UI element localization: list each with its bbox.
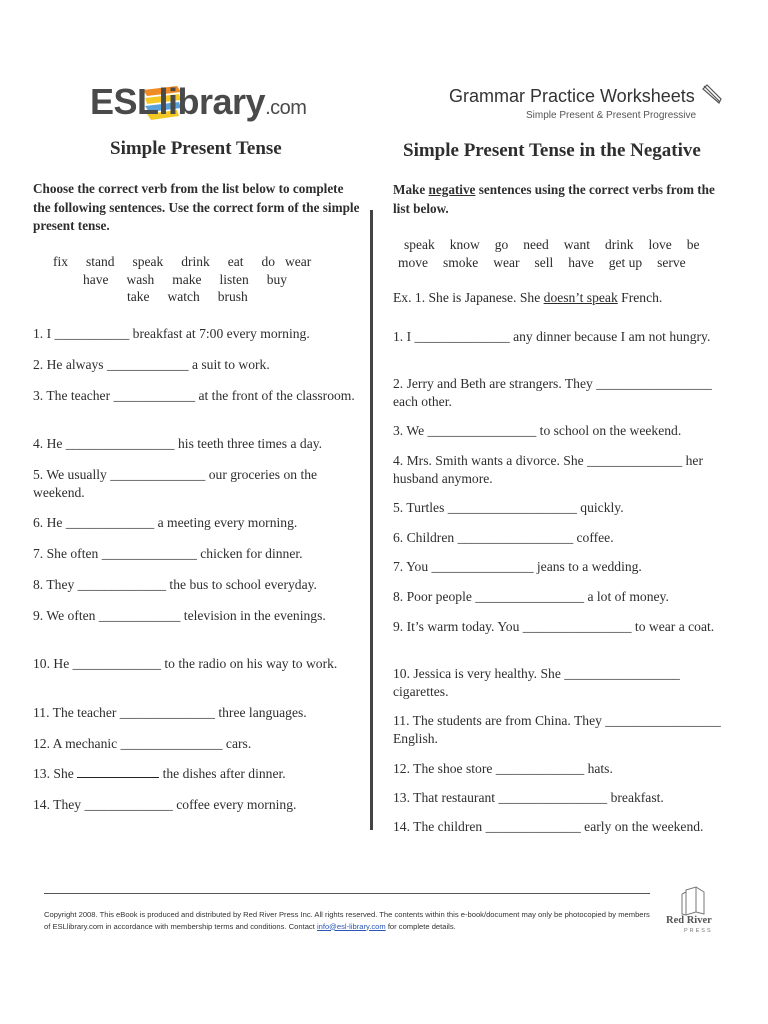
word-bank-word: make xyxy=(172,272,202,287)
left-question-11: 11. The teacher ______________ three languages. xyxy=(33,705,307,720)
left-question-8: 8. They _____________ the bus to school everyday. xyxy=(33,577,317,592)
answer-blank xyxy=(77,765,159,778)
logo-wordmark: ESLlibrary.com xyxy=(90,81,307,122)
left-section-title: Simple Present Tense xyxy=(110,138,282,159)
column-divider xyxy=(370,210,373,830)
right-section-title: Simple Present Tense in the Negative xyxy=(403,140,701,161)
right-question-6: 6. Children _________________ coffee. xyxy=(393,530,614,545)
word-bank-word: brush xyxy=(217,289,248,304)
word-bank-word: wear xyxy=(493,255,520,270)
word-bank-word: wear xyxy=(285,254,312,269)
publisher-subtitle: PRESS xyxy=(684,928,713,934)
word-bank-word: love xyxy=(648,237,672,252)
right-question-2: 2. Jerry and Beth are strangers. They _________________ each other. xyxy=(393,376,712,409)
left-question-6: 6. He _____________ a meeting every morning. xyxy=(33,515,298,530)
footer-copyright: Copyright 2008. This eBook is produced and distributed by Red River Press Inc. All rights reserved. The contents within this e-book/document may only be photocopied by members of ESLlibrary.com in accordance with membership terms and conditions. Contact info@esl-library.com for complete details. xyxy=(44,910,650,931)
publisher-name: Red River xyxy=(666,915,712,926)
word-bank-word: move xyxy=(398,255,428,270)
footer-rule xyxy=(44,893,650,894)
right-question-4: 4. Mrs. Smith wants a divorce. She ______________ her husband anymore. xyxy=(393,453,703,486)
word-bank-word: listen xyxy=(219,272,249,287)
word-bank-word: speak xyxy=(404,237,435,252)
word-bank-word: know xyxy=(449,237,480,252)
right-question-3: 3. We ________________ to school on the weekend. xyxy=(393,423,682,438)
series-title: Grammar Practice Worksheets xyxy=(449,86,695,106)
word-bank-word: need xyxy=(523,237,549,252)
right-question-12: 12. The shoe store _____________ hats. xyxy=(393,761,613,776)
example-sentence: Ex. 1. She is Japanese. She doesn’t speak French. xyxy=(393,290,663,305)
left-instructions: Choose the correct verb from the list below to complete the following sentences. Use the correct form of the simple present tense. xyxy=(33,181,360,233)
right-question-14: 14. The children ______________ early on the weekend. xyxy=(393,819,704,834)
left-question-5: 5. We usually ______________ our groceries on the weekend. xyxy=(33,467,318,500)
left-word-bank-row xyxy=(127,289,248,305)
left-question-3: 3. The teacher ____________ at the front of the classroom. xyxy=(33,388,355,403)
right-instructions: Make negative sentences using the correct verbs from the list below. xyxy=(393,182,715,216)
series-subtitle: Simple Present & Present Progressive xyxy=(526,110,697,121)
word-bank-word: wash xyxy=(126,272,155,287)
left-word-bank-row xyxy=(53,254,311,270)
word-bank-word: buy xyxy=(266,272,287,287)
left-question-14: 14. They _____________ coffee every morning. xyxy=(33,797,297,812)
left-question-12: 12. A mechanic _______________ cars. xyxy=(33,736,252,751)
left-question-9: 9. We often ____________ television in the evenings. xyxy=(33,608,326,623)
word-bank-word: have xyxy=(83,272,109,287)
left-question-13: 13. She the dishes after dinner. xyxy=(33,766,286,781)
left-question-2: 2. He always ____________ a suit to work. xyxy=(33,357,270,372)
word-bank-word: smoke xyxy=(443,255,479,270)
word-bank-word: get up xyxy=(608,255,643,270)
word-bank-word: drink xyxy=(181,254,210,269)
right-question-9: 9. It’s warm today. You ________________ to wear a coat. xyxy=(393,619,715,634)
word-bank-word: have xyxy=(568,255,594,270)
word-bank-word: drink xyxy=(604,237,634,252)
left-question-7: 7. She often ______________ chicken for dinner. xyxy=(33,546,303,561)
word-bank-word: take xyxy=(127,289,150,304)
left-word-bank-row xyxy=(83,272,287,288)
word-bank-word: speak xyxy=(132,254,164,269)
word-bank-word: serve xyxy=(657,255,686,270)
word-bank-word: stand xyxy=(86,254,115,269)
right-question-8: 8. Poor people ________________ a lot of money. xyxy=(393,589,669,604)
contact-email-link[interactable]: info@esl-library.com xyxy=(316,921,386,931)
word-bank-word: sell xyxy=(534,255,554,270)
word-bank-word: fix xyxy=(53,254,68,269)
right-question-5: 5. Turtles ___________________ quickly. xyxy=(393,500,624,515)
pencil-icon xyxy=(700,82,724,106)
word-bank-word: watch xyxy=(167,289,200,304)
word-bank-word: eat xyxy=(227,254,244,269)
right-question-1: 1. I ______________ any dinner because I am not hungry. xyxy=(393,329,711,344)
word-bank-word: want xyxy=(563,237,590,252)
red-river-press-logo-icon xyxy=(662,884,726,934)
right-question-7: 7. You _______________ jeans to a wedding. xyxy=(393,559,642,574)
left-question-10: 10. He _____________ to the radio on his way to work. xyxy=(33,656,338,671)
word-bank-word: be xyxy=(686,237,700,252)
right-word-bank-row xyxy=(398,255,686,271)
right-word-bank-row xyxy=(404,237,699,253)
word-bank-word: do xyxy=(261,254,275,269)
right-question-13: 13. That restaurant ________________ breakfast. xyxy=(393,790,664,805)
right-question-10: 10. Jessica is very healthy. She _________________ cigarettes. xyxy=(393,666,680,699)
left-question-4: 4. He ________________ his teeth three times a day. xyxy=(33,436,323,451)
left-question-1: 1. I ___________ breakfast at 7:00 every morning. xyxy=(33,326,310,341)
right-question-11: 11. The students are from China. They _________________ English. xyxy=(393,713,721,746)
word-bank-word: go xyxy=(494,237,509,252)
